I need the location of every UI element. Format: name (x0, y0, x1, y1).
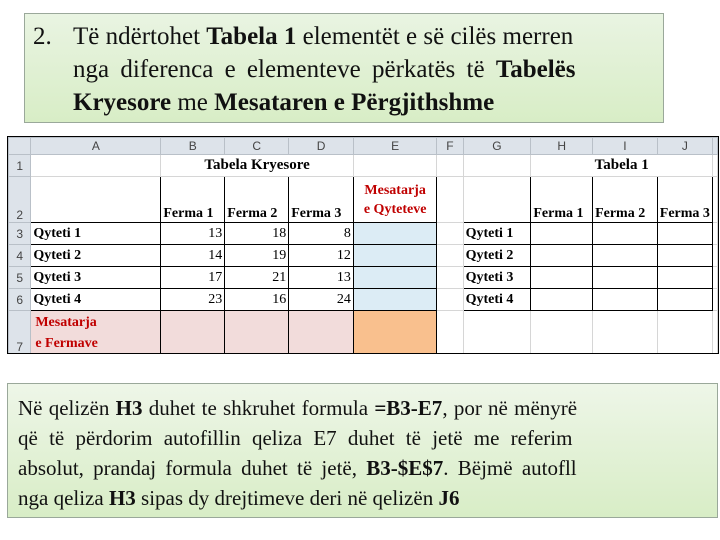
header-ferma-2[interactable]: Ferma 2 (225, 177, 289, 223)
t1-cell-i5[interactable] (593, 267, 658, 289)
instruction-line-1: Të ndërtohet Tabela 1 elementët e së cilës merren (73, 23, 574, 50)
avg-farm-cell[interactable] (161, 311, 225, 355)
value-cell[interactable]: 17 (161, 267, 225, 289)
table1-title[interactable]: Tabela 1 (531, 155, 713, 177)
avg-farm-label[interactable]: Mesatarja e Fermave (31, 311, 161, 355)
row-header-3[interactable]: 3 (9, 223, 31, 245)
cell-g2[interactable] (463, 177, 531, 223)
t1-city-label-3[interactable]: Qyteti 3 (463, 267, 531, 289)
t1-cell-j6[interactable] (657, 289, 712, 311)
t1-cell-h6[interactable] (531, 289, 593, 311)
explanation-line-3: absolut, prandaj formula duhet të jetë, B3-$E$7. Bëjmë autofll (18, 456, 577, 480)
value-cell[interactable]: 19 (225, 245, 289, 267)
spreadsheet (7, 136, 719, 354)
spreadsheet-grid (8, 137, 718, 354)
row-header-6[interactable]: 6 (9, 289, 31, 311)
t1-header-ferma-3[interactable]: Ferma 3 (657, 177, 712, 223)
main-table-title[interactable]: Tabela Kryesore (161, 155, 354, 177)
value-cell[interactable]: 13 (161, 223, 225, 245)
t1-city-label-2[interactable]: Qyteti 2 (463, 245, 531, 267)
avg-city-cell[interactable] (353, 245, 436, 267)
avg-city-cell[interactable] (353, 289, 436, 311)
avg-farm-cell[interactable] (225, 311, 289, 355)
t1-city-label-1[interactable]: Qyteti 1 (463, 223, 531, 245)
column-header-e[interactable]: E (353, 138, 436, 155)
row-header-7[interactable]: 7 (9, 311, 31, 355)
row-header-4[interactable]: 4 (9, 245, 31, 267)
t1-cell-j4[interactable] (657, 245, 712, 267)
column-header-f[interactable]: F (437, 138, 463, 155)
explanation-line-2: që të përdorim autofillin qeliza E7 duhet të jetë me referim (18, 426, 573, 450)
row-header-5[interactable]: 5 (9, 267, 31, 289)
column-header-c[interactable]: C (225, 138, 289, 155)
avg-city-cell[interactable] (353, 267, 436, 289)
select-all-corner[interactable] (9, 138, 31, 155)
value-cell[interactable]: 13 (289, 267, 354, 289)
explanation-line-4: nga qeliza H3 sipas dy drejtimeve deri në qelizën J6 (18, 486, 460, 510)
row-header-2[interactable]: 2 (9, 177, 31, 223)
instruction-number: 2. (33, 23, 52, 50)
t1-header-ferma-1[interactable]: Ferma 1 (531, 177, 593, 223)
column-header-g[interactable]: G (463, 138, 531, 155)
column-header-b[interactable]: B (161, 138, 225, 155)
value-cell[interactable]: 14 (161, 245, 225, 267)
city-label-1[interactable]: Qyteti 1 (31, 223, 161, 245)
value-cell[interactable]: 12 (289, 245, 354, 267)
column-header-j[interactable]: J (657, 138, 712, 155)
city-label-3[interactable]: Qyteti 3 (31, 267, 161, 289)
header-ferma-1[interactable]: Ferma 1 (161, 177, 225, 223)
row-header-1[interactable]: 1 (9, 155, 31, 177)
value-cell[interactable]: 18 (225, 223, 289, 245)
column-header-i[interactable]: I (593, 138, 658, 155)
avg-city-header[interactable]: Mesatarja e Qyteteve (353, 177, 436, 223)
t1-cell-j5[interactable] (657, 267, 712, 289)
value-cell[interactable]: 24 (289, 289, 354, 311)
value-cell[interactable]: 23 (161, 289, 225, 311)
city-label-2[interactable]: Qyteti 2 (31, 245, 161, 267)
instruction-line-3: Kryesore me Mesataren e Përgjithshme (73, 89, 495, 116)
instruction-box (24, 13, 664, 123)
city-label-4[interactable]: Qyteti 4 (31, 289, 161, 311)
header-ferma-3[interactable]: Ferma 3 (289, 177, 354, 223)
t1-cell-i3[interactable] (593, 223, 658, 245)
explanation-box (7, 383, 718, 518)
column-header-h[interactable]: H (531, 138, 593, 155)
t1-city-label-4[interactable]: Qyteti 4 (463, 289, 531, 311)
value-cell[interactable]: 16 (225, 289, 289, 311)
avg-city-cell[interactable] (353, 223, 436, 245)
overall-average-cell-e7[interactable] (353, 311, 436, 355)
instruction-line-2: nga diferenca e elementeve përkatës të Tabelës (73, 56, 576, 83)
t1-cell-h3[interactable] (531, 223, 593, 245)
value-cell[interactable]: 21 (225, 267, 289, 289)
value-cell[interactable]: 8 (289, 223, 354, 245)
t1-cell-j3[interactable] (657, 223, 712, 245)
avg-farm-cell[interactable] (289, 311, 354, 355)
column-header-d[interactable]: D (289, 138, 354, 155)
t1-header-ferma-2[interactable]: Ferma 2 (593, 177, 658, 223)
explanation-line-1: Në qelizën H3 duhet te shkruhet formula =B3-E7, por në mënyrë (18, 396, 578, 420)
t1-cell-h5[interactable] (531, 267, 593, 289)
t1-cell-i4[interactable] (593, 245, 658, 267)
t1-cell-i6[interactable] (593, 289, 658, 311)
column-header-a[interactable]: A (31, 138, 161, 155)
t1-cell-h4[interactable] (531, 245, 593, 267)
cell-a2[interactable] (31, 177, 161, 223)
